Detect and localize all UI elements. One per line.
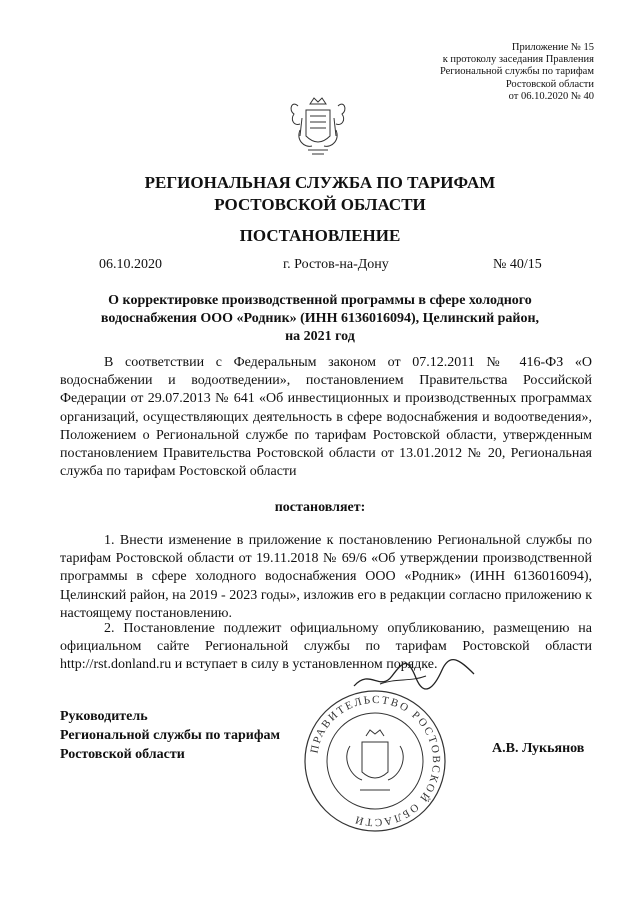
decision-item-1: 1. Внести изменение в приложение к постановлению Региональной службы по тарифам Ростовской области от 19.11.2018 № 69/6 «Об утверждении производственной программы в сфере холодного водоснабжения ООО «Родник» (ИНН 6136016094), Целинский район, на 2019 - 2023 годы», изложив его в редакции согласно приложению к настоящему постановлению. [60,533,592,621]
handwritten-signature [350,648,480,696]
document-number: № 40/15 [493,257,542,272]
document-subject [60,292,580,346]
subject-line: на 2021 год [285,329,355,344]
organization-name [0,172,640,216]
preamble-paragraph: В соответствии с Федеральным законом от 07.12.2011 № 416-ФЗ «О водоснабжении и водоотведении», постановлением Правительства Российской Федерации от 29.07.2013 № 641 «Об инвестиционных и производственных программах организаций, осуществляющих деятельность в сфере водоснабжения и водоотведения», Положением о Региональной службе по тарифам Ростовской области, утвержденным постановлением Правительства Ростовской области от 13.01.2012 № 20, Региональная служба по тарифам Ростовской области [60,355,592,480]
appendix-line: Ростовской области [505,78,594,90]
appendix-line: Региональной службы по тарифам [439,66,594,78]
document-date: 06.10.2020 [99,257,162,272]
signer-title-line: Ростовской области [60,747,185,762]
signer-title-line: Руководитель [60,709,148,724]
org-line: РЕГИОНАЛЬНАЯ СЛУЖБА ПО ТАРИФАМ [144,173,496,192]
signer-title-line: Региональной службы по тарифам [60,728,281,743]
org-line: РОСТОВСКОЙ ОБЛАСТИ [214,195,426,214]
subject-line: О корректировке производственной программы в сфере холодного [108,293,532,308]
appendix-line: от 06.10.2020 № 40 [508,90,594,102]
signer-name: А.В. Лукьянов [492,741,585,756]
official-seal-stamp [300,686,450,836]
coat-of-arms-emblem [288,96,348,160]
appendix-note [440,42,594,103]
decree-word: постановляет: [274,500,366,515]
signer-title [60,707,280,764]
svg-text:ПРАВИТЕЛЬСТВО РОСТОВСКОЙ ОБЛАС: ПРАВИТЕЛЬСТВО РОСТОВСКОЙ ОБЛАСТИ [308,693,443,829]
document-type: ПОСТАНОВЛЕНИЕ [239,226,401,245]
appendix-line: к протоколу заседания Правления [442,54,594,66]
document-place: г. Ростов-на-Дону [283,257,389,272]
subject-line: водоснабжения ООО «Родник» (ИНН 6136016094), Целинский район, [100,311,540,326]
appendix-line: Приложение № 15 [511,42,594,53]
decision-item-2: 2. Постановление подлежит официальному опубликованию, размещению на официальном сайте Региональной службы по тарифам Ростовской области http://rst.donland.ru и вступает в силу в установленном порядке. [60,621,592,673]
